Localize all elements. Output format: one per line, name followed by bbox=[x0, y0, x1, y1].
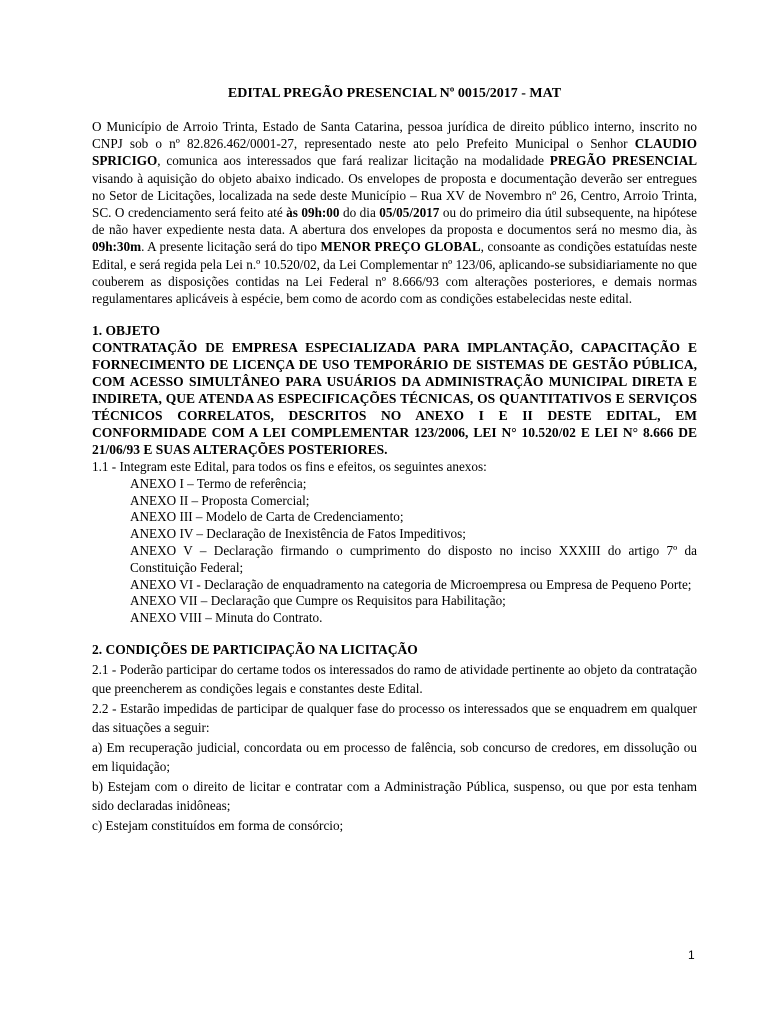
list-item: ANEXO VIII – Minuta do Contrato. bbox=[130, 610, 323, 626]
clause-2-2: 2.2 - Estarão impedidas de participar de qualquer fase do processo os interessados que se enquadrem em qualquer das situações a seguir: bbox=[92, 700, 697, 736]
list-item: ANEXO V – Declaração firmando o cumprimento do disposto no inciso XXXIII do artigo 7º da Constituição Federal; bbox=[130, 542, 697, 575]
section-2 bbox=[92, 641, 697, 836]
list-item: ANEXO III – Modelo de Carta de Credenciamento; bbox=[130, 509, 404, 525]
list-item: ANEXO IV – Declaração de Inexistência de Fatos Impeditivos; bbox=[130, 526, 466, 542]
object-description: CONTRATAÇÃO DE EMPRESA ESPECIALIZADA PARA IMPLANTAÇÃO, CAPACITAÇÃO E FORNECIMENTO DE LICENÇA DE USO TEMPORÁRIO DE SISTEMAS DE GESTÃO PÚBLICA, COM ACESSO SIMULTÂNEO PARA USUÁRIOS DA ADMINISTRAÇÃO MUNICIPAL DIRETA E INDIRETA, QUE ATENDA AS ESPECIFICAÇÕES TÉCNICAS, OS QUANTITATIVOS E SERVIÇOS TÉCNICOS CORRELATOS, DESCRITOS NO ANEXO I E II DESTE EDITAL, EM CONFORMIDADE COM A LEI COMPLEMENTAR 123/2006, LEI N° 10.520/02 E LEI N° 8.666 DE 21/06/93 E SUAS ALTERAÇÕES POSTERIORES. bbox=[92, 340, 697, 458]
opening-time: 09h:30m bbox=[92, 239, 142, 255]
list-item: ANEXO VI - Declaração de enquadramento na categoria de Microempresa ou Empresa de Pequeno Porte; bbox=[130, 576, 692, 592]
document-body bbox=[92, 84, 697, 835]
intro-text-5: ou do primeiro dia útil subsequente, na hipótese de não haver expediente nesta data. A abertura dos envelopes da proposta e documentos será no mesmo dia, às bbox=[92, 205, 697, 238]
credential-date: 05/05/2017 bbox=[379, 205, 440, 221]
list-item: ANEXO VII – Declaração que Cumpre os Requisitos para Habilitação; bbox=[130, 593, 506, 609]
clause-2-1: 2.1 - Poderão participar do certame todos os interessados do ramo de atividade pertinente ao objeto da contratação que preencherem as condições legais e constantes deste Edital. bbox=[92, 661, 697, 697]
list-item: ANEXO I – Termo de referência; bbox=[130, 475, 307, 491]
intro-text-7: , consoante as condições estatuídas neste Edital, e será regida pela Lei n.º 10.520/02, da Lei Complementar nº 123/06, aplicando-se subsidiariamente no que couberem as disposições contidas na Lei Federal nº 8.666/93 com alterações posteriores, e demais normas regulamentares aplicáveis à espécie, bem como de acordo com as condições estabelecidas neste edital. bbox=[92, 239, 697, 307]
modality: PREGÃO PRESENCIAL bbox=[549, 153, 698, 169]
clause-2-2-b: b) Estejam com o direito de licitar e contratar com a Administração Pública, suspenso, ou que por esta tenham sido declaradas inidôneas; bbox=[92, 778, 697, 814]
intro-text-4: do dia bbox=[339, 205, 380, 221]
credential-time: às 09h:00 bbox=[286, 205, 340, 221]
section-1-heading: 1. OBJETO bbox=[92, 323, 161, 339]
mayor-name: CLAUDIO SPRICIGO bbox=[92, 136, 697, 169]
bid-type: MENOR PREÇO GLOBAL bbox=[320, 239, 481, 255]
document-title: EDITAL PREGÃO PRESENCIAL Nº 0015/2017 - MAT bbox=[227, 86, 562, 101]
intro-text-1: O Município de Arroio Trinta, Estado de Santa Catarina, pessoa jurídica de direito público interno, inscrito no CNPJ sob o nº 82.826.462/0001-27, representado neste ato pelo Prefeito Municipal o Senhor bbox=[92, 119, 697, 152]
intro-text-6: . A presente licitação será do tipo bbox=[141, 239, 321, 255]
intro-text-3: visando à aquisição do objeto abaixo indicado. Os envelopes de proposta e documentação deverão ser entregues no Setor de Licitações, localizada na sede deste Município – Rua XV de Novembro nº 26, Centro, Arroio Trinta, SC. O credenciamento será feito até bbox=[92, 170, 697, 221]
list-item: ANEXO II – Proposta Comercial; bbox=[130, 492, 310, 508]
clause-2-2-c: c) Estejam constituídos em forma de consórcio; bbox=[92, 817, 344, 833]
page-number: 1 bbox=[688, 948, 695, 962]
intro-paragraph bbox=[92, 118, 697, 307]
intro-text-2: , comunica aos interessados que fará realizar licitação na modalidade bbox=[157, 153, 550, 169]
section-2-heading: 2. CONDIÇÕES DE PARTICIPAÇÃO NA LICITAÇÃO bbox=[92, 641, 418, 657]
annex-list bbox=[92, 476, 697, 627]
clause-1-1: 1.1 - Integram este Edital, para todos os fins e efeitos, os seguintes anexos: bbox=[92, 459, 487, 475]
clause-2-2-a: a) Em recuperação judicial, concordata ou em processo de falência, sob concurso de credores, em dissolução ou em liquidação; bbox=[92, 739, 697, 775]
